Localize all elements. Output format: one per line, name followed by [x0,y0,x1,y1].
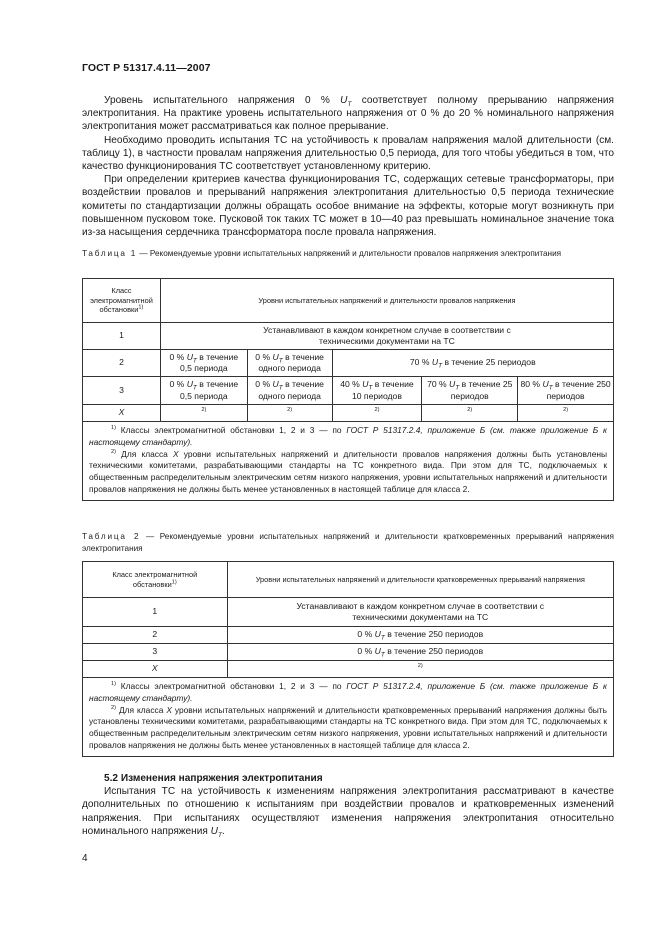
page-header-title: ГОСТ Р 51317.4.11—2007 [82,62,211,74]
paragraph-1: Уровень испытательного напряжения 0 % $U_T$ соответствует полному прерыванию напряжения электропитания. На практике уровень испытательного напряжения от 0 % до 20 % номинального напряжения электропитания может рассматриваться как полное прерывание. [82,95,614,133]
intro-text [82,94,614,239]
table-row: 3 0 % $U_T$ в течение 250 периодов [83,644,614,661]
table2-note-2: $^{2)}$ Для класса X уровни испытательных напряжений и длительности кратковременных прерываний напряжения должны быть установлены техническими комитетами, разрабатывающими стандарты на ТС конкретного вида. При этом для ТС, подключаемых к общественным распределительным электрическим сетям низкого напряжения, уровни испытательных напряжений и длительности провалов напряжения не должны быть менее установленных в настоящей таблице для класса 2. [89,704,607,750]
table-row: 2 0 % $U_T$ в течение 250 периодов [83,627,614,644]
table-row: X $^{2)}$ [83,661,614,678]
table1-head-class: Класс электромагнитной обстановки$^{1)}$ [83,279,161,323]
table1-note-2: $^{2)}$ Для класса X уровни испытательных напряжений и длительности провалов напряжения должны быть установлены техническими комитетами, разрабатывающими стандарты на ТС конкретного вида. При этом для ТС, подключаемых к общественным распределительным электрическим сетям низкого напряжения, уровни испытательных напряжений и длительности провалов напряжения не должны быть менее установленных в настоящей таблице для класса 2. [89,448,607,494]
table1-caption: Таблица 1 — Рекомендуемые уровни испытательных напряжений и длительности провалов напряжения электропитания [82,249,562,258]
table2-notes [83,678,614,757]
paragraph-2: Необходимо проводить испытания ТС на устойчивость к провалам напряжения малой длительности (см. таблицу 1), в частности провалам напряжения длительностью 0,5 периода, для того чтобы убедиться в том, что качество функционирования ТС соответствует установленному критерию. [82,134,614,173]
paragraph-3: При определении критериев качества функционирования ТС, содержащих сетевые трансформаторы, при воздействии провалов и прерываний напряжения электропитания длительностью 0,5 периода технические комитеты по стандартизации должны обращать особое внимание на эффекты, которые могут возникнуть при повышенном пусковом токе. Пусковой ток таких ТС может в 10—40 раз превышать номинальное значение тока из-за насыщения сердечника трансформатора после провала напряжения. [82,174,614,239]
ut-symbol: $U_T$ [542,379,553,392]
ut-symbol: $U_T$ [374,629,385,642]
ut-symbol: $U_T$ [340,95,352,109]
table1-header-row [83,279,614,323]
table2-head-class: Класс электромагнитной обстановки$^{1)}$ [83,562,228,598]
ut-symbol: $U_T$ [431,357,443,370]
table2-notes-row [83,678,614,757]
table2-caption: Таблица 2 — Рекомендуемые уровни испытательных напряжений и длительности кратковременных прерываний напряжения электропитания [82,532,614,553]
table2-note-1: $^{1)}$ Классы электромагнитной обстановки 1, 2 и 3 — по ГОСТ Р 51317.2.4, приложение Б (см. также приложение Б к настоящему стандарту). [89,681,607,703]
table-row: 1 Устанавливают в каждом конкретном случае в соответствии с техническими документами на ТС [83,598,614,627]
table-row: X $^{2)}$ $^{2)}$ $^{2)}$ $^{2)}$ $^{2)}$ [83,405,614,422]
ut-symbol: $U_T$ [272,379,283,392]
section-5-2 [82,772,614,838]
ut-symbol: $U_T$ [210,825,222,839]
section-5-2-title: 5.2 Изменения напряжения электропитания [104,773,323,784]
table-row: 1 Устанавливают в каждом конкретном случае в соответствии с техническими документами на ТС [83,323,614,350]
table1-head-levels: Уровни испытательных напряжений и длительности провалов напряжения [160,279,613,323]
ut-symbol: $U_T$ [186,351,197,365]
table-row: 2 0 % $U_T$ в течение 0,5 периода 0 % $U_T$ в течение одного периода 70 % $U_T$ в течение 25 периодов [83,350,614,377]
table1-notes [83,422,614,501]
ut-symbol: $U_T$ [186,379,197,392]
table2 [82,561,614,757]
ut-symbol: $U_T$ [362,379,373,392]
page-number: 4 [82,853,88,864]
table2-header-row [83,562,614,598]
table1 [82,278,614,501]
section-5-2-text: Испытания ТС на устойчивость к изменениям напряжения электропитания рассматривают в качестве дополнительных по отношению к испытаниям при воздействии провалов и кратковременных изменений напряжения. При испытаниях осуществляют изменения напряжения электропитания относительно номинального напряжения $U_T$. [82,786,614,839]
ut-symbol: $U_T$ [374,646,385,659]
table1-note-1: $^{1)}$ Классы электромагнитной обстановки 1, 2 и 3 — по ГОСТ Р 51317.2.4, приложение Б (см. также приложение Б к настоящему стандарту). [89,425,607,447]
table-row: 3 0 % $U_T$ в течение 0,5 периода 0 % $U_T$ в течение одного периода 40 % $U_T$ в течение 10 периодов 70 % $U_T$ в течение 25 периодов 80 % $U_T$ в течение 250 периодов [83,377,614,405]
ut-symbol: $U_T$ [272,351,283,365]
table1-notes-row [83,422,614,501]
ut-symbol: $U_T$ [449,379,460,392]
table1-row1-text: Устанавливают в каждом конкретном случае в соответствии с техническими документами на ТС [160,323,613,350]
table2-head-levels: Уровни испытательных напряжений и длительности кратковременных прерываний напряжения [227,562,613,598]
